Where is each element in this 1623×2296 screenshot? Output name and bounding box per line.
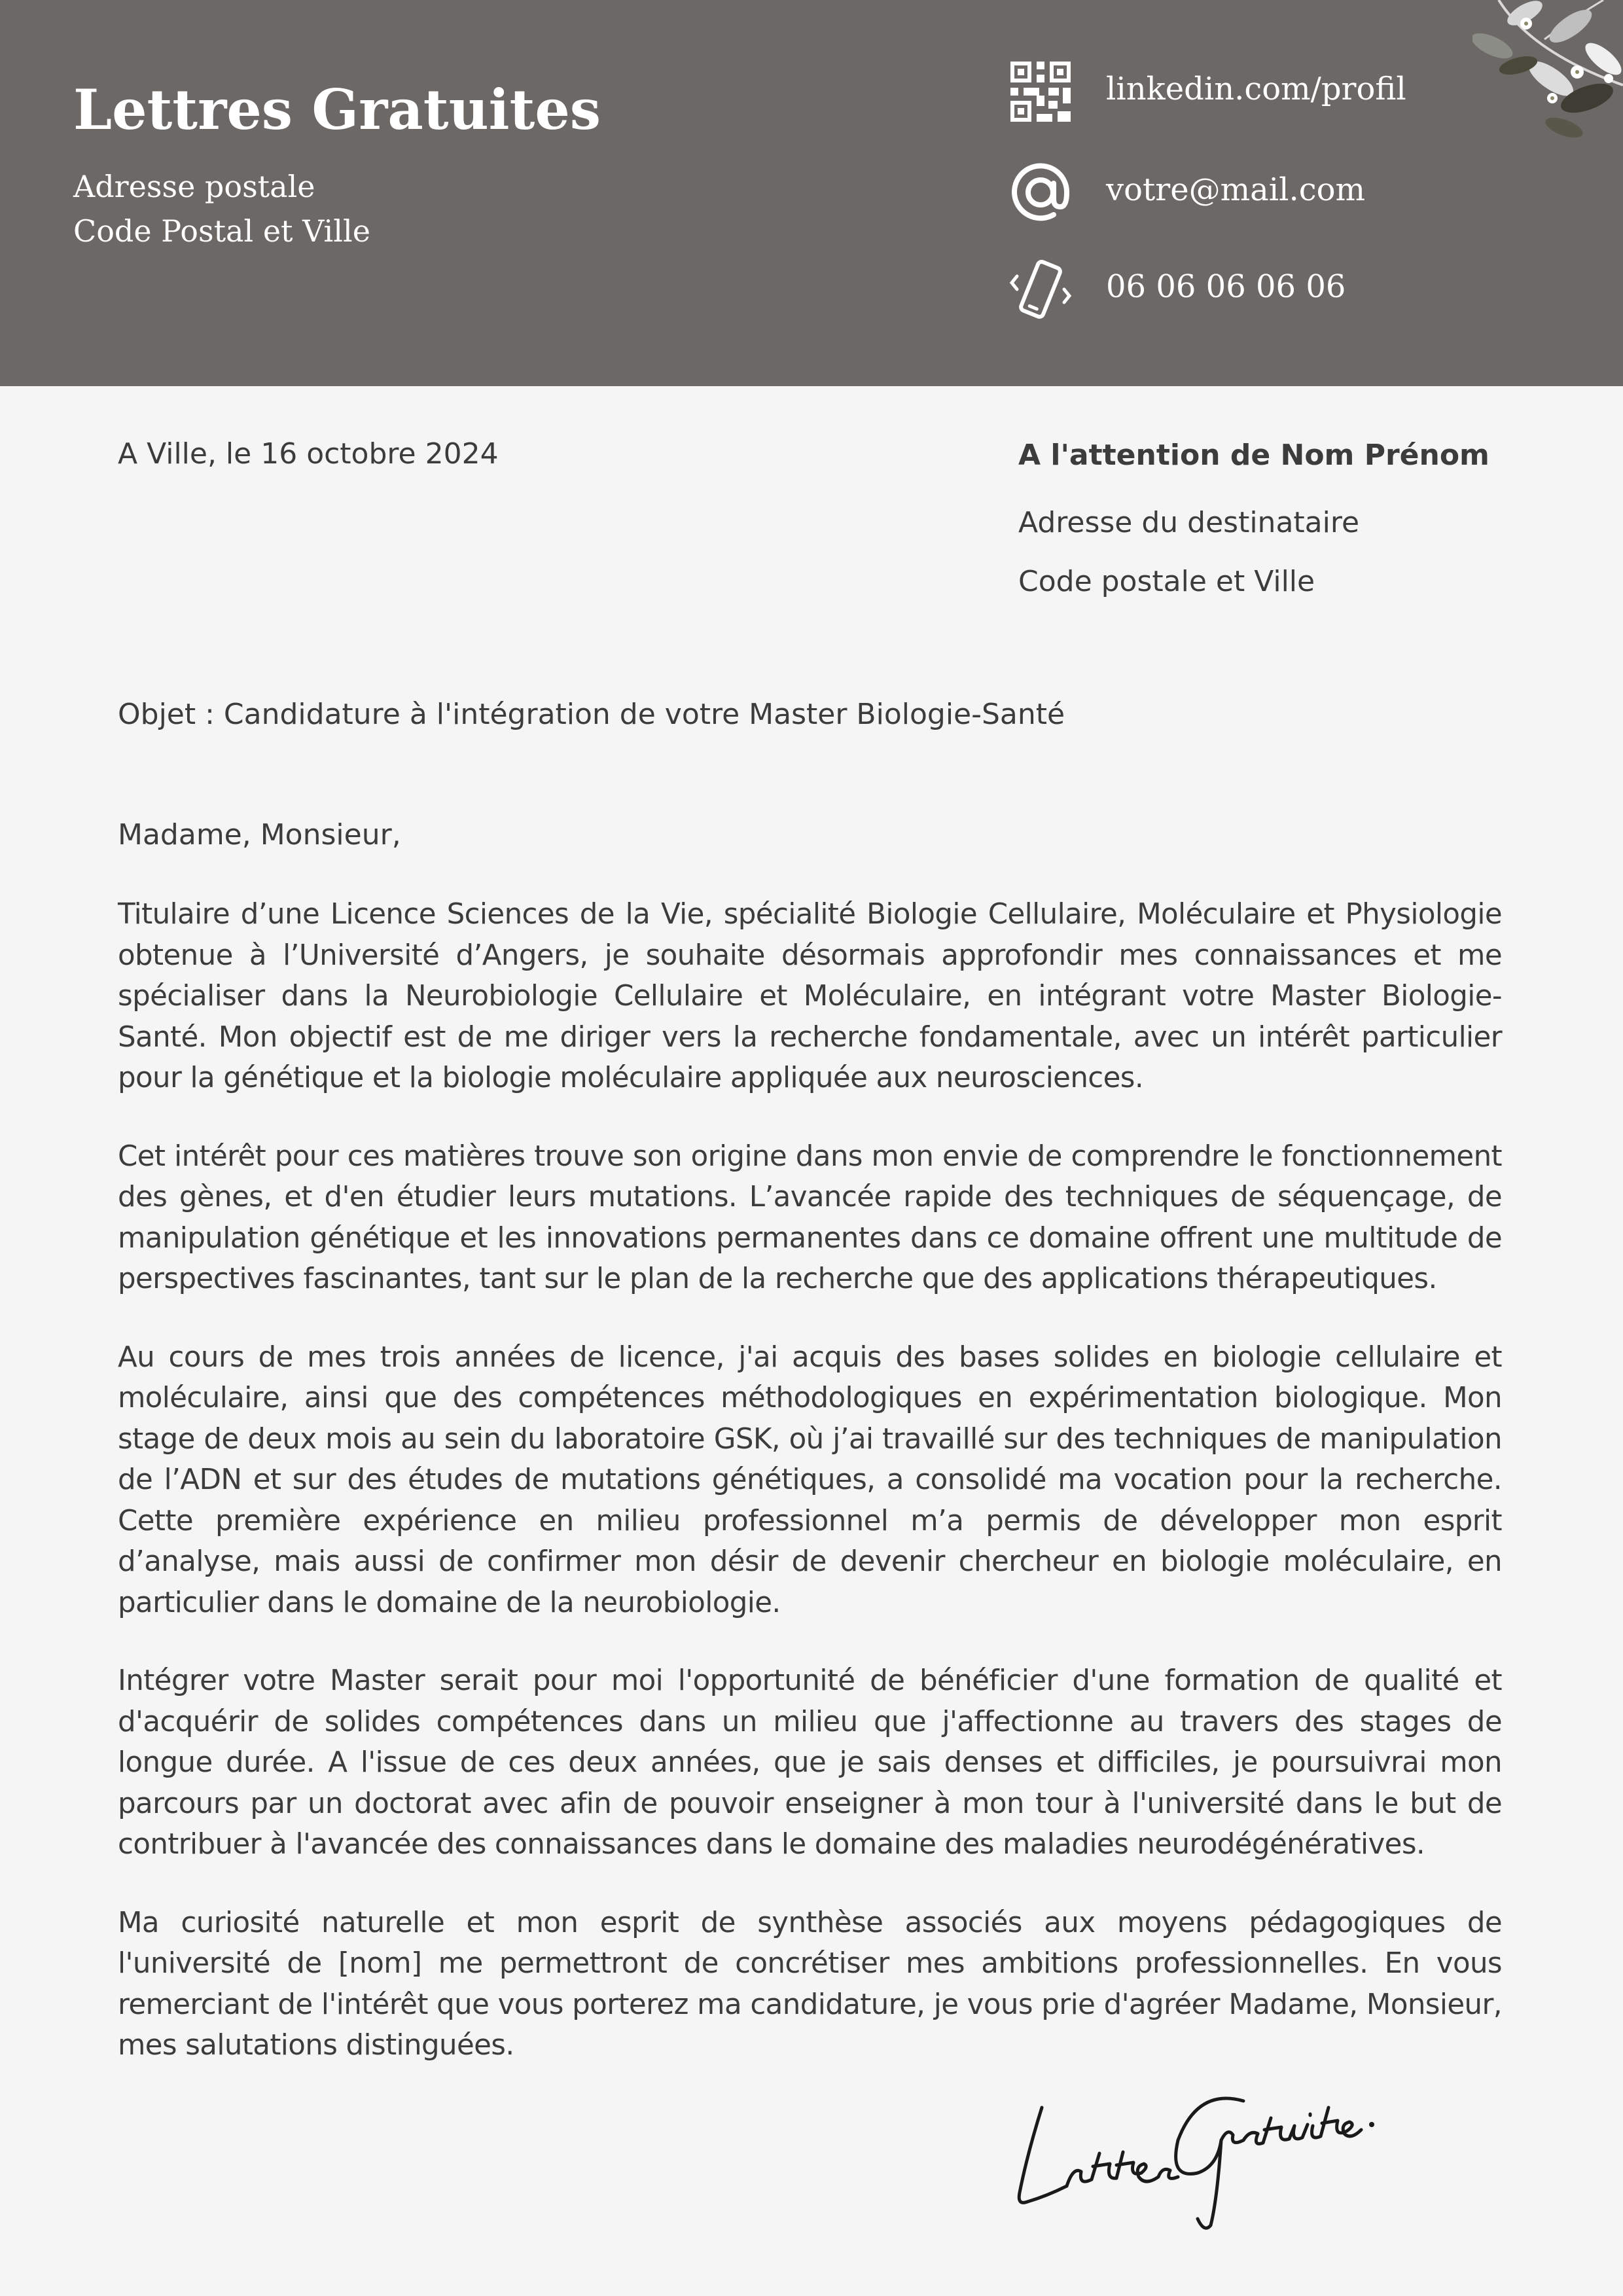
recipient-name: A l'attention de Nom Prénom <box>1018 439 1489 472</box>
phone-icon <box>1008 257 1073 322</box>
header-banner <box>0 0 1623 386</box>
body-paragraph: Intégrer votre Master serait pour moi l'opportunité de bénéficier d'une formation de qualité et d'acquérir de solides compétences dans un milieu que j'affectionne au travers des stages de longue durée. A l'issue de ces deux années, que je sais denses et difficiles, je poursuivrai mon parcours par un doctorat avec afin de pouvoir enseigner à mon tour à l'université dans le but de contribuer à l'avancée des connaissances dans le domaine des maladies neurodégénératives. <box>118 1664 1502 1861</box>
at-sign-icon <box>1008 160 1073 225</box>
sender-city: Code Postal et Ville <box>73 213 370 249</box>
letter-object: Objet : Candidature à l'intégration de votre Master Biologie-Santé <box>118 698 1065 731</box>
contact-email <box>1008 160 1531 225</box>
body-paragraph: Au cours de mes trois années de licence, j'ai acquis des bases solides en biologie cellulaire et moléculaire, ainsi que des compétences méthodologiques en expérimentation biologique. Mon stage de deux mois au sein du laboratoire GSK, où j’ai travaillé sur des techniques de manipulation de l’ADN et sur des études de mutations génétiques, a consolidé ma vocation pour la recherche. Cette première expérience en milieu professionnel m’a permis de développer mon esprit d’analyse, mais aussi de confirmer mon désir de devenir chercheur en biologie moléculaire, en particulier dans le domaine de la neurobiologie. <box>118 1340 1502 1619</box>
body-paragraph: Titulaire d’une Licence Sciences de la Vie, spécialité Biologie Cellulaire, Moléculaire et Physiologie obtenue à l’Université d’Angers, je souhaite désormais approfondir mes connaissances et me spécialiser dans la Neurobiologie Cellulaire et Moléculaire, en intégrant votre Master Biologie-Santé. Mon objectif est de me diriger vers la recherche fondamentale, avec un intérêt particulier pour la génétique et la biologie moléculaire appliquée aux neurosciences. <box>118 898 1502 1094</box>
qr-code-icon <box>1008 59 1073 124</box>
recipient-city: Code postale et Ville <box>1018 565 1315 598</box>
email-text: votre@mail.com <box>1106 171 1366 208</box>
phone-text: 06 06 06 06 06 <box>1106 268 1346 305</box>
place-date: A Ville, le 16 octobre 2024 <box>118 437 499 471</box>
handwritten-signature <box>1001 2062 1381 2232</box>
sender-name: Lettres Gratuites <box>73 77 601 142</box>
body-paragraph: Cet intérêt pour ces matières trouve son origine dans mon envie de comprendre le fonctionnement des gènes, et d'en étudier leurs mutations. L’avancée rapide des techniques de séquençage, de manipulation génétique et les innovations permanentes dans ce domaine offrent une multitude de perspectives fascinantes, tant sur le plan de la recherche que des applications thérapeutiques. <box>118 1139 1502 1295</box>
sender-address: Adresse postale <box>73 169 315 204</box>
body-paragraph: Ma curiosité naturelle et mon esprit de synthèse associés aux moyens pédagogiques de l'université de [nom] me permettront de concrétiser mes ambitions professionnelles. En vous remerciant de l'intérêt que vous porterez ma candidature, je vous prie d'agréer Madame, Monsieur, mes salutations distinguées. <box>118 1906 1502 2062</box>
floral-decoration <box>1472 0 1623 157</box>
recipient-address: Adresse du destinataire <box>1018 506 1360 539</box>
contact-phone <box>1008 257 1531 322</box>
letter-body <box>118 894 1502 2104</box>
recipient-block <box>1018 435 1489 611</box>
letter-greeting: Madame, Monsieur, <box>118 818 401 852</box>
contact-linkedin <box>1008 59 1531 124</box>
linkedin-text: linkedin.com/profil <box>1106 71 1406 107</box>
